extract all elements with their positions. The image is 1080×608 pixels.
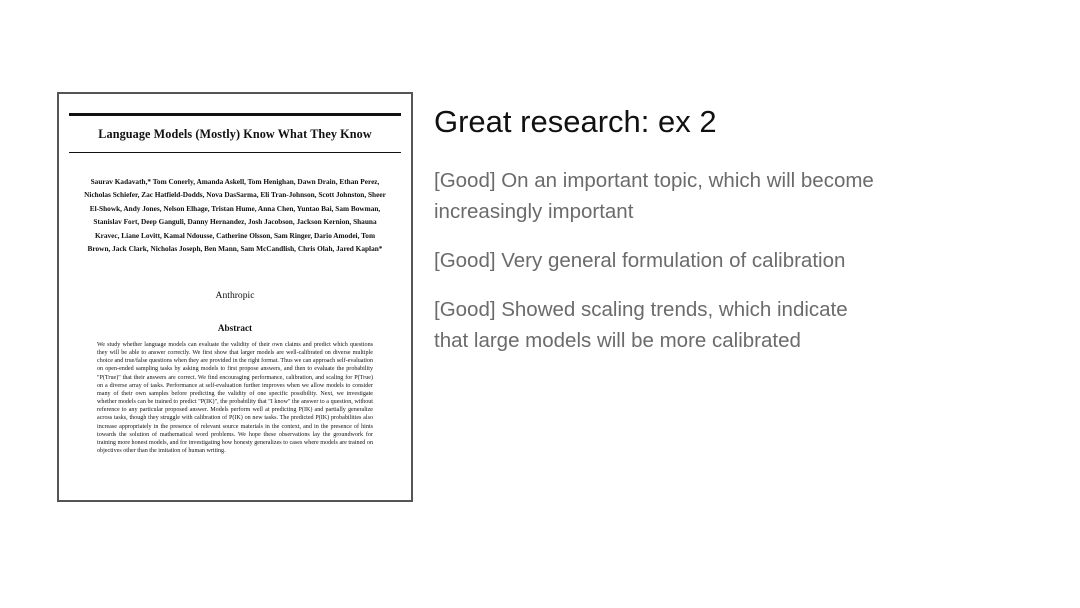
point-item: [Good] On an important topic, which will become increasingly important <box>434 169 874 223</box>
point-item: [Good] Very general formulation of calibration <box>434 249 846 272</box>
paper-authors: Saurav Kadavath,* Tom Conerly, Amanda Askell, Tom Henighan, Dawn Drain, Ethan Perez, Nicholas Schiefer, Zac Hatfield-Dodds, Nova DasSarma, Eli Tran-Johnson, Scott Johnston, Sheer El-Showk, Andy Jones, Nelson Elhage, Tristan Hume, Anna Chen, Yuntao Bai, Sam Bowman, Stanislav Fort, Deep Ganguli, Danny Hernandez, Josh Jacobson, Jackson Kernion, Shauna Kravec, Liane Lovitt, Kamal Ndousse, Catherine Olsson, Sam Ringer, Dario Amodei, Tom Brown, Jack Clark, Nicholas Joseph, Ben Mann, Sam McCandlish, Chris Olah, Jared Kaplan* <box>84 177 386 254</box>
bullet-list <box>434 165 874 374</box>
paper-abstract-heading: Abstract <box>217 323 253 333</box>
slide-title: Great research: ex 2 <box>434 104 717 139</box>
paper-affiliation: Anthropic <box>215 290 255 301</box>
paper-screenshot <box>57 92 413 502</box>
paper-abstract: We study whether language models can evaluate the validity of their own claims and predict which questions they will be able to answer correctly. We first show that larger models are well-calibrated on diverse multiple choice and true/false questions when they are provided in the right format. Thus we can approach self-evaluation on open-ended sampling tasks by asking models to first propose answers, and then to evaluate the probability "P(True)" that their answers are correct. We find encouraging performance, calibration, and scaling for P(True) on a diverse array of tasks. Performance at self-evaluation further improves when we allow models to consider many of their own samples before predicting the validity of one specific possibility. Next, we investigate whether models can be trained to predict "P(IK)", the probability that "I know" the answer to a question, without reference to any particular proposed answer. Models perform well at predicting P(IK) and partially generalize across tasks, though they struggle with calibration of P(IK) on new tasks. The predicted P(IK) probabilities also increase appropriately in the presence of relevant source materials in the context, and in the presence of hints towards the solution of mathematical word problems. We hope these observations lay the groundwork for training more honest models, and for investigating how honesty generalizes to cases where models are trained on objectives other than the imitation of human writing. <box>97 342 373 455</box>
point-item: [Good] Showed scaling trends, which indicate that large models will be more calibrated <box>434 298 848 352</box>
paper-title-rule <box>69 152 401 153</box>
paper-title: Language Models (Mostly) Know What They Know <box>98 127 372 141</box>
paper-top-rule <box>69 113 401 116</box>
